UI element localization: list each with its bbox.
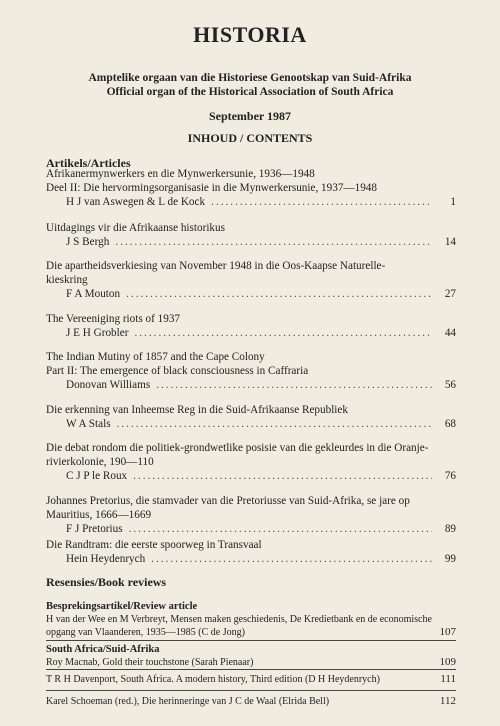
leader-dots [133, 469, 432, 483]
article-entry[interactable] [46, 403, 456, 431]
article-author: W A Stals [66, 418, 111, 430]
article-page-number: 1 [450, 196, 456, 208]
subtitle-english: Official organ of the Historical Association of South Africa [106, 86, 394, 98]
article-title-line: Die debat rondom die politiek-grondwetlike posisie van die gekleurdes in die Oranje- [46, 442, 429, 454]
review-article-heading: Besprekingsartikel/Review article [46, 601, 198, 612]
article-title-line: Die apartheidsverkiesing van November 1948 in die Oos-Kaapse Naturelle- [46, 260, 386, 272]
subtitle-afrikaans: Amptelike orgaan van die Historiese Genootskap van Suid-Afrika [88, 72, 412, 84]
article-entry[interactable] [46, 441, 456, 483]
article-page-number: 76 [444, 470, 456, 482]
article-entry[interactable] [46, 167, 456, 209]
article-title-line: kieskring [46, 274, 88, 286]
article-title-line: rivierkolonie, 190—110 [46, 456, 154, 468]
review-item[interactable] [46, 673, 456, 686]
article-author: Donovan Williams [66, 379, 151, 391]
article-page-number: 68 [444, 418, 456, 430]
article-author: H J van Aswegen & L de Kock [66, 196, 206, 208]
article-title-line: Afrikanermynwerkers en die Mynwerkersunie, 1936—1948 [46, 168, 315, 180]
article-page-number: 56 [444, 379, 456, 391]
article-title-line: Johannes Pretorius, die stamvader van die Pretoriusse van Suid-Afrika, se jare op [46, 495, 410, 507]
article-page-number: 14 [444, 236, 456, 248]
leader-dots [156, 378, 432, 392]
article-author: C J P le Roux [66, 470, 128, 482]
review-item[interactable] [46, 656, 456, 669]
review-item[interactable] [46, 695, 456, 708]
leader-dots [126, 287, 432, 301]
article-entry[interactable] [46, 538, 456, 566]
review-page-number: 111 [440, 673, 456, 685]
review-article[interactable] [46, 600, 456, 639]
review-article-text: opgang van Vlaanderen, 1935—1985 (C de Jong) [46, 627, 245, 638]
reviews-heading: Resensies/Book reviews [46, 575, 167, 589]
article-title-line: Die Randtram: die eerste spoorweg in Transvaal [46, 539, 262, 551]
review-item-text: T R H Davenport, South Africa. A modern history, Third edition (D H Heydenrych) [46, 674, 380, 685]
article-page-number: 89 [444, 523, 456, 535]
leader-dots [151, 552, 432, 566]
article-title-line: Part II: The emergence of black consciousness in Caffraria [46, 365, 309, 377]
article-entry[interactable] [46, 259, 456, 301]
articles-heading: Artikels/Articles [46, 156, 131, 170]
contents-heading: INHOUD / CONTENTS [187, 131, 313, 145]
leader-dots [117, 417, 432, 431]
article-title-line: The Indian Mutiny of 1857 and the Cape Colony [46, 351, 265, 363]
review-page-number: 112 [439, 695, 456, 707]
article-title-line: Mauritius, 1666—1669 [46, 509, 152, 521]
article-author: J S Bergh [66, 236, 110, 248]
journal-title: HISTORIA [193, 22, 307, 47]
article-entry[interactable] [46, 312, 456, 340]
article-title-line: The Vereeniging riots of 1937 [46, 313, 181, 325]
article-page-number: 44 [444, 327, 456, 339]
review-page-number: 107 [439, 626, 456, 638]
review-item-text: Roy Macnab, Gold their touchstone (Sarah Pienaar) [46, 657, 254, 668]
article-title-line: Deel II: Die hervormingsorganisasie in die Mynwerkersunie, 1937—1948 [46, 182, 377, 194]
leader-dots [129, 522, 432, 536]
review-item-text: Karel Schoeman (red.), Die herinneringe van J C de Waal (Elrida Bell) [46, 696, 330, 707]
article-title-line: Uitdagings vir die Afrikaanse historikus [46, 222, 225, 234]
article-author: J E H Grobler [66, 327, 129, 339]
divider [46, 690, 456, 691]
divider [46, 640, 456, 641]
leader-dots [134, 326, 432, 340]
review-section-sa [46, 643, 456, 669]
divider [46, 669, 456, 670]
review-article-text: H van der Wee en M Verbreyt, Mensen maken geschiedenis, De Kredietbank en de economische [46, 614, 432, 625]
leader-dots [211, 195, 432, 209]
article-page-number: 99 [444, 553, 456, 565]
article-entry[interactable] [46, 494, 456, 536]
article-author: F A Mouton [66, 288, 121, 300]
leader-dots [115, 235, 432, 249]
article-entry[interactable] [46, 350, 456, 392]
article-page-number: 27 [444, 288, 456, 300]
article-title-line: Die erkenning van Inheemse Reg in die Suid-Afrikaanse Republiek [46, 404, 348, 416]
article-author: F J Pretorius [66, 523, 123, 535]
south-africa-heading: South Africa/Suid-Afrika [46, 644, 160, 655]
article-entry[interactable] [46, 221, 456, 249]
article-author: Hein Heydenrych [66, 553, 146, 565]
issue-date: September 1987 [208, 109, 292, 123]
review-page-number: 109 [439, 656, 456, 668]
